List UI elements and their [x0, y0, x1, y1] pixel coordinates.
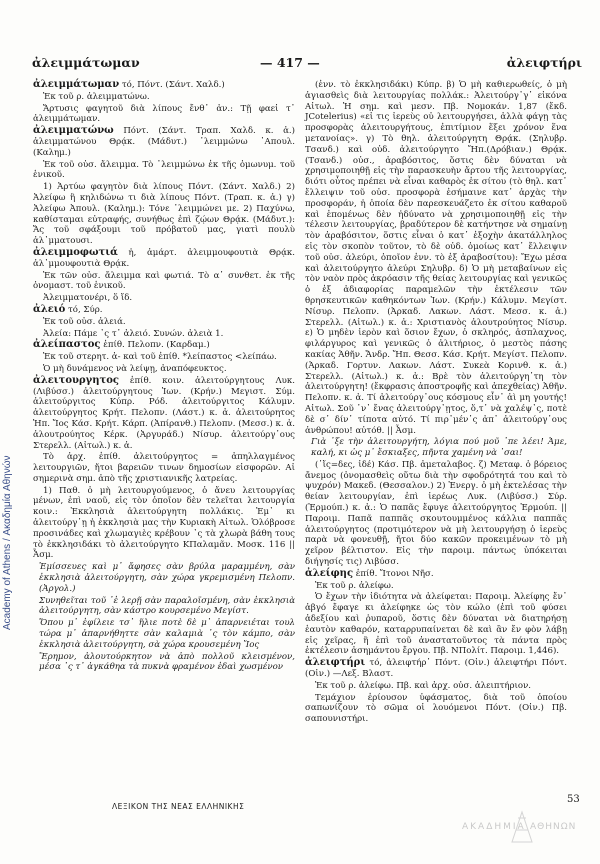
entry-paragraph	[33, 486, 295, 562]
entry-text: 1) Ἀρτύω φαγητὸν διὰ λίπους Πόντ. (Σάντ. Χαλδ.) 2) Ἀλείφω ἢ κηλιδώνω τι διὰ λίπους Πόντ. (Τραπ. κ. ἀ.) γ) Ἀλείφω Ἀπουλ. (Καλημ.): Τόνε ᾽λειμμώνει με. 2) Παχύνω, καθίσταμαι εὐτραφής, συνήθως ἐπὶ ζῴων Θρᾴκ. (Μάδυτ.): Ἄς τοῦ σφάξουμι τοῦ πρόβατοῦ μας, γιατὶ πουλὺ ἀλ᾽μματουσι.	[33, 182, 295, 247]
entry-text: Ὁ ἔχων τὴν ἰδιότητα νὰ ἀλείφεται: Παροιμ. Ἀλείφης ἔν᾽ ἀβγό ἔφαγε κι ἀλείφηκε ὡς τὸν κώλο (ἐπὶ τοῦ φύσει ἀδεξίου καὶ ῥυπαροῦ, ὅστις δὲν δύναται νὰ διατηρήσῃ ἑαυτὸν καθαρόν, καταρρυπαίνεται δὲ καὶ ἂν ἔν φὸν λάβῃ εἰς χεῖρας, ἢ ἐπὶ τοῦ ἀναστατοῦντος τὰ πάντα πρὸς ἐκτέλεσιν ἀσημάντου ἔργου. Πβ. ΝΠολίτ. Παροιμ. 1,446).	[305, 592, 567, 657]
dictionary-entry	[33, 376, 295, 452]
verse-quote	[33, 618, 295, 650]
entry-text: ἐπίθ. κοιν. ἀλειτούργητους Λυκ. (Λιβύσσ.) ἀλειτούργητους Ἰων. (Κρήν.) Μεγιστ. Σύμ. ἀλειτούργιτος Κύπρ. Ρόδ. ἀλειτούργιτος Κάλυμν. ἀλειτούργητος Κρήτ. Πελοπν. (Λάστ.) κ. ἀ. ἀλειτούρητος Ἠπ. Ἴος Κάσ. Κρήτ. Κάρπ. (Ἀπίρανθ.) Πελοπν. (Μεσσ.) κ. ἀ. ἀλουτρούητος Κέρκ. (Ἀργυράδ.) Νίσυρ. ἀλειτούργ᾽ους Στερελλ. (Αἰτωλ.) κ. ἀ.	[33, 375, 295, 451]
entry-paragraph	[305, 581, 567, 592]
entry-text: Τὸ ἀρχ. ἐπίθ. ἀλειτούργητος = ἀπηλλαγμένος λειτουργιῶν, ἤτοι βαρειῶν τινων δημοσίων εἰσφορῶν. Αἱ σημερινὰ σημ. ἀπὸ τῆς χριστιανικῆς λατρείας.	[33, 452, 295, 484]
entry-text: Ἀλειμματονέρι, ὅ ἴδ.	[43, 293, 133, 304]
entry-text: ἡ, ἀμάρτ. ἀλειμμουφουτιὰ Θρᾴκ. ἀλ᾽μμουφουτιὰ Θρᾴκ.	[33, 247, 296, 269]
headword: ἀλειό	[33, 303, 66, 315]
headword: ἀλειφτήρι	[305, 657, 366, 669]
dictionary-entry	[33, 80, 295, 91]
dictionary-entry	[305, 658, 567, 680]
entry-paragraph	[305, 693, 567, 725]
entry-paragraph	[305, 460, 567, 568]
headword: ἀλειμμοφωτιά	[33, 246, 118, 258]
entry-text: τό, ἀλειφτήρ᾽ Πόντ. (Οἰν.) ἀλειφτήρι Πόντ. (Οἰν.) —Λεξ. Βλαστ.	[305, 658, 567, 680]
headword: ἀλειμματώνω	[33, 125, 114, 137]
entry-text: τό, Σύρ.	[68, 304, 103, 315]
entry-text: 1) Παθ. ὁ μὴ λειτουργούμενος, ὁ ἄνευ λειτουργίας μένων, ἐπὶ ναοῦ, εἰς τὸν ὁποῖον δὲν τελεῖται λειτουργία κοιν.: Ἐκκλησιὰ ἀλειτούργητη πολλάκις. Ἐμ᾽ κι ἀλειτούργ᾽ῃ ἡ ἐκκλησιὰ μας τὴν Κυριακὴ Αἰτωλ. Ὁλόβροσε προσινάδες καὶ χλωμαγιὲς κρέβουν ᾽ς τὰ χλωρὰ βάθη τους τὸ ἐκκλησιδάκι τὸ ἀλειτούργητο ΚΠαλαμᾶν. Μοσκ. 116 || Ἆσμ.	[33, 485, 295, 561]
logo-label-left: ΑΚΑΔΗΜΙΑ	[462, 822, 526, 832]
entry-text: Ἄρτυσις φαγητοῦ διὰ λίπους ἔνθ᾽ ἀν.: Τῇ φαεἰ τ᾽ ἀλειμμάτωμαν.	[33, 103, 295, 125]
entry-paragraph	[33, 160, 295, 182]
headword: ἀλείπαστος	[33, 339, 101, 351]
dictionary-entry	[33, 305, 295, 316]
header-page-number: — 417 —	[260, 55, 320, 70]
entry-text: ἐπίθ. Πελοπν. (Καρδαμ.)	[103, 340, 210, 351]
headword: ἀλειμμάτωμαν	[33, 79, 120, 90]
entry-text: Γιὰ ᾽ξε τὴν ἀλειτουργήτη, λόγια πού μοῦ ᾽πε λέει! Ἀμε, καλή, κι ὡς μ᾽ ἔσκιαξες, πῆντα χαμένη νὰ ᾽σαι!	[311, 437, 567, 459]
logo-label-right: ΑΘΗΝΩΝ	[530, 822, 577, 832]
entry-paragraph	[33, 452, 295, 484]
entry-paragraph	[33, 271, 295, 293]
dictionary-entry	[33, 126, 295, 158]
entry-text: Πόντ. (Σάντ. Τραπ. Χαλδ. κ. ἀ.) ἀλειμματώνου Θρᾴκ. (Μάδυτ.) ᾽λειμμώνω ᾽Απουλ. (Καλημ.)	[33, 126, 296, 158]
entry-paragraph	[305, 80, 567, 436]
headword: ἀλειτουργητος	[33, 374, 119, 386]
side-watermark: Academy of Athens / Ακαδημία Αθηνών	[2, 455, 13, 630]
entry-text: Συνηθεῖται τοῦ ᾽ἐ λερῇ σὰν παραλοϊσμένη, σὰν ἐκκλησιὰ ἀλειτούργητη, σὰν κάστρο κουρσεμένο Μεγίστ.	[39, 595, 295, 617]
entry-text: Ἐκ τοῦ ρ. ἀλείφω.	[315, 580, 394, 591]
entry-paragraph	[305, 592, 567, 657]
entry-text: Ἐκ τῶν οὐσ. ἄλειμμα καὶ φωτιά. Τὸ α᾽ συνθετ. ἐκ τῆς ὀνομαστ. τοῦ ἑνικοῦ.	[33, 270, 295, 292]
entry-text: Ὅπου μ᾽ ἐφίλειε τσ᾽ ἥλιε ποτὲ δὲ μ᾽ ἀπαρνειέται τουλ τώρα μ᾽ ἀπαρνήθηττε σὰν καλαμιὰ ᾽ς τὸν κάμπο, σὰν ἐκκλησιὰ ἀλειτούργητη, σὰ χώρα κρουσεμένη Ἴος	[39, 618, 295, 650]
entry-text: Ἐκ τοῦ ρ. ἀλειμματώνω.	[43, 91, 150, 102]
entry-text: (᾽ἴς=δες, ἰδέ) Κάσ. Πβ. ἀμεταλαβος. ζ) Μεταφ. ὁ βόρειος ἄνεμος (ὀνομασθεὶς οὕτω διὰ τὴν σφοδρότητά του καὶ τὸ ψυχρόν) Μακεδ. (Θεσσαλον.) 2) Ἐνεργ. ὁ μὴ ἐκτελέσας τὴν θείαν λειτουργίαν, ἐπὶ ἱερέως Λυκ. (Λιβύσσ.) Σύρ. (Ἐρμούπ.) κ. ἀ.: Ὁ παπᾶς ἔφυγε ἀλειτούργητος Ἐρμούπ. || Παροιμ. Παπᾶ παππᾶς σκουτουμμένος κάλλια παππᾶς ἀλειτούργητος (προτιμότερον νὰ μὴ λειτουργήσῃ ὁ ἱερεὺς παρὰ νὰ φονευθῇ, ἤτοι δύο κακῶν προκειμένων τὸ μὴ χεῖρον βέλτιστον. Εἰς τὴν παροιμ. πάντως ὑπόκειται διήγησίς τις) Λιβύσσ.	[305, 459, 567, 568]
entry-text: Ἐμίσσευες καὶ μ᾽ ἄφησες σὰν βρύλα μαραμμένη, σὰν ἐκκλησιὰ ἀλειτούργητη, σὰν χώρα γκρεμισμένη Πελοπν. (Ἀργολ.)	[39, 562, 295, 594]
entry-paragraph	[33, 92, 295, 103]
entry-text: Ἐκ τοῦ οὐσ. ἀλειά.	[43, 316, 126, 327]
verse-quote	[305, 437, 567, 459]
entry-text: Τεμάχιον ἐρίουσον ὑφάσματος, διὰ τοῦ ὁποίου σαπωνίζουν τὸ σῶμα οἱ λουόμενοι Πόντ. (Οἰν.) Πβ. σαπουνιστήρι.	[305, 692, 567, 725]
verse-quote	[33, 652, 295, 674]
entry-paragraph	[305, 681, 567, 692]
entry-paragraph	[33, 182, 295, 247]
right-column	[305, 80, 567, 726]
dictionary-entry	[33, 248, 295, 270]
entry-text: Ἐκ τοῦ στερητ. ἀ- καὶ τοῦ ἐπίθ. *λείπαστος <λείπάω.	[43, 352, 277, 363]
entry-text: τό, Πόντ. (Σάντ. Χαλδ.)	[121, 80, 225, 90]
entry-paragraph	[33, 317, 295, 328]
entry-text: Ἀλεία: Πάμε ᾽ς τ᾽ ἀλειό. Συνών. ἀλειὰ 1.	[43, 328, 224, 339]
header-right-word: ἀλειφτήρι	[506, 55, 582, 70]
entry-text: ἐπίθ. Ἴτονοι Νῆσ.	[355, 568, 434, 579]
dictionary-entry	[33, 340, 295, 351]
verse-quote	[33, 596, 295, 618]
entry-text: Ἐκ τοῦ οὐσ. ἄλειμμα. Τὸ ᾽λειμμώνω ἐκ τῆς ὁμωνυμ. τοῦ ἑνικοῦ.	[33, 159, 295, 181]
entry-paragraph	[33, 329, 295, 340]
entry-text: Ἔρημον, ἀλουτούρκητον νὰ ἀπὸ πολλοῦ κλεισμένον, μέσα ᾽ς τ᾽ ἀγκάθηα τὰ πυκνὰ φραμένον ἐδαὶ χωσμένον	[39, 651, 295, 673]
entry-paragraph	[33, 364, 295, 375]
entry-paragraph	[33, 104, 295, 126]
entry-text: Ἐκ τοῦ ρ. ἀλείφω. Πβ. καὶ ἀρχ. οὐσ. ἀλειπτήριον.	[315, 680, 532, 691]
entry-paragraph	[33, 352, 295, 363]
page-header	[32, 55, 582, 77]
left-column	[33, 80, 295, 674]
sheet-number: 53	[567, 794, 580, 805]
entry-paragraph	[33, 293, 295, 304]
entry-text: Ὁ μὴ δυνάμενος νὰ λείψῃ, ἀναπόφευκτος.	[43, 363, 227, 374]
publication-footer: ΛΕΞΙΚΟΝ ΤΗΣ ΝΕΑΣ ΕΛΛΗΝΙΚΗΣ	[112, 802, 245, 811]
dictionary-entry	[305, 569, 567, 580]
verse-quote	[33, 562, 295, 594]
headword: ἀλείφης	[305, 567, 354, 579]
header-left-word: ἀλειμμάτωμαν	[32, 55, 140, 70]
entry-text: (ἐνν. τὸ ἐκκλησιδάκι) Κύπρ. β) Ὁ μὴ καθιερωθείς, ὁ μὴ ἁγιασθεὶς διὰ λειτουργίας πολλάκ.: Ἀλειτούργ᾽γ᾽ εἰκόνα Αἰτωλ. Ἡ σημ. καὶ μεσν. Πβ. Νομοκάν. 1,87 (ἔκδ. JCotelerius) «εἰ τις ἱερεὺς οὐ λειτουργήσει, ἀλλὰ φάγῃ τὰς προσφορὰς ἀλειτουργήτους, ἐπιτίμιον ἕξει χρόνον ἕνα μετανοίας». γ) Τὸ θηλ. ἀλειτούργητη Θρᾴκ. (Σηλυβρ. Τσανδ.) καὶ οὐδ. ἀλειτούργητο Ἤπ.(Δρόβιαν.) Θρᾴκ.(Τσανδ.) οὐσ., ἀραβόσιτος, ὅστις δὲν δύναται νὰ χρησιμοποιηθῇ εἰς τὴν παρασκευὴν ἄρτου τῆς λειτουργίας, διότι οὗτος πρέπει νὰ εἶναι καθαρὸς ἐκ σίτου (τὸ θηλ. κατ᾽ ἔλλειψιν τοῦ οὐσ. προσφορὰ ἐσήμαινε κατ᾽ ἀρχὰς τὴν προσφοράν, ἡ ὁποία δὲν παρεσκευάζετο ἐκ σίτου καθαροῦ καὶ ἑπομένως δὲν ἠδύνατο νὰ χρησιμοποιηθῇ εἰς τὴν τέλεσιν λειτουργίας, βραδύτερον δὲ κατήντησε νὰ σημαίνῃ τὸν ἀραβόσιτον, ὅστις εἶναι ὁ κατ᾽ ἐξοχὴν ἀκατάλληλος εἰς τὸν σκοπὸν τοῦτον, τὸ δὲ οὐδ. ὁμοίως κατ᾽ ἔλλειψιν τοῦ οὐσ. ἀλεύρι, ὁποῖον ἐνν. τὸ ἐξ ἀραβοσίτου): Ἔχω μέσα καὶ ἀλειτούργητο ἀλεύρι Σηλυβρ. δ) Ὁ μὴ μεταβαίνων εἰς τὸν ναὸν πρὸς ἀκρόασιν τῆς θείας λειτουργίας καὶ γενικῶς ὁ ἐξ ἀδιαφορίας παραμελῶν τὴν ἐκτέλεσιν τῶν θρησκευτικῶν καθηκόντων Ἰων. (Κρήν.) Κάλυμν. Μεγίστ. Νίσυρ. Πελοπν. (Ἀρκαδ. Λακων. Λάστ. Μεσσ. κ. ἀ.) Στερελλ. (Αἰτωλ.) κ. ἀ.: Χριστιανὸς ἀλουτρούητος Νίσυρ. ε) Ὁ μηδὲν ἱερὸν καὶ ὅσιον ἔχων, ὁ σκληρός, ἀσπλαχνος, φιλάργυρος καὶ γενικῶς ὁ ἀλιτήριος, ὁ μεστὸς πάσης κακίας Ἀθῆν. Ἄνδρ. Ἤπ. Θεσσ. Κάσ. Κρήτ. Μεγίστ. Πελοπν. (Ἀρκαδ. Γορτυν. Λακων. Λάστ. Συκεὰ Κορινθ. κ. ἀ.) Στερελλ. (Αἰτωλ.) κ. ἀ.: Βρὲ τὸν ἀλειτούργη᾽τη τὸν ἀλειτούργητη! (ἔκφρασις ἀποστροφῆς καὶ ἀπεχθείας) Ἀθῆν. Πελοπν. κ. ἀ. Τί ἀλειτούργ᾽ους κόσμους εἶν᾽ ἀὶ μη γουτής! Αἰτωλ. Σοῦ ᾽ν᾽ ἔνας ἀλειτούργ᾽ῃτος, ὅ,τ᾽ νὰ χαλέψ᾽ς, ποτὲ δὲ σ᾽ δίν᾽ τίποτα αὐτό. Τί πιρ᾽μέν᾽ς ἀπ᾽ ἀλειτούργ᾽ους ἀνθρώπου! αὐτόθ. || Ἆσμ.	[305, 80, 567, 436]
